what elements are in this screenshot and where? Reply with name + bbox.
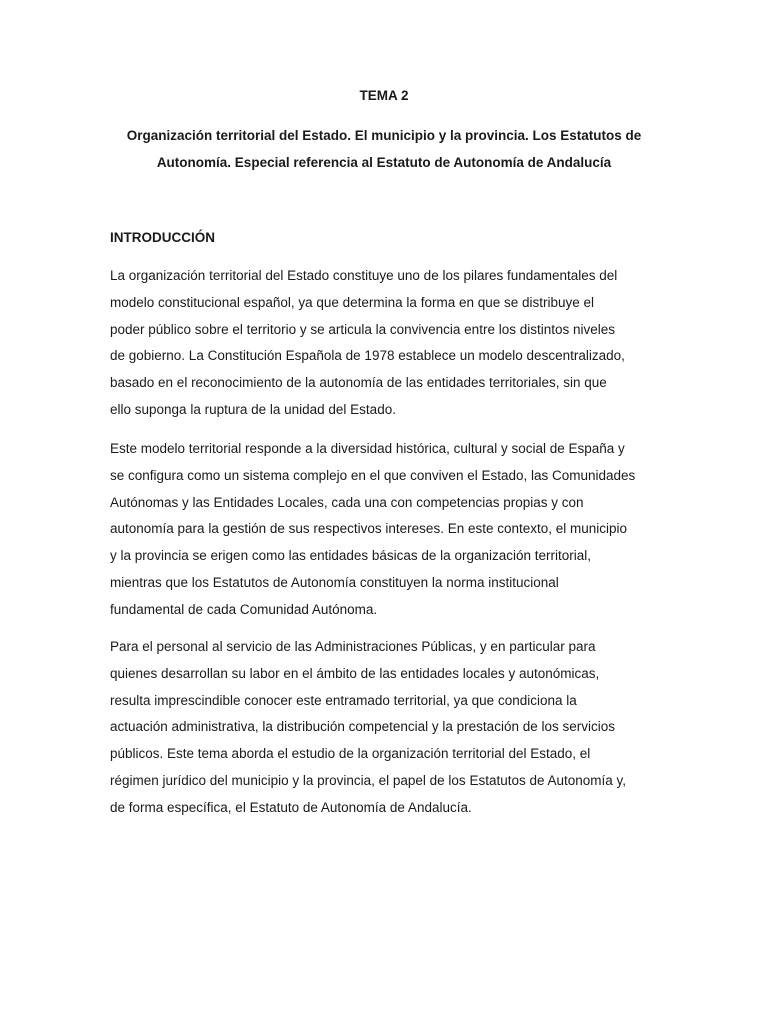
paragraph-line: Para el personal al servicio de las Administraciones Públicas, y en particular para xyxy=(110,639,596,654)
paragraph-2 xyxy=(110,436,662,624)
subtitle-line: Organización territorial del Estado. El municipio y la provincia. Los Estatutos de xyxy=(126,128,642,143)
paragraph-line: basado en el reconocimiento de la autonomía de las entidades territoriales, sin que xyxy=(110,375,607,391)
document-title: TEMA 2 xyxy=(359,88,409,103)
paragraph-line: Autónomas y las Entidades Locales, cada una con competencias propias y con xyxy=(110,494,584,510)
paragraph-line: Este modelo territorial responde a la diversidad histórica, cultural y social de España y xyxy=(110,441,625,456)
paragraph-line: públicos. Este tema aborda el estudio de la organización territorial del Estado, el xyxy=(110,746,591,762)
paragraph-line: régimen jurídico del municipio y la provincia, el papel de los Estatutos de Autonomía y, xyxy=(110,772,627,788)
paragraph-line: de forma específica, el Estatuto de Autonomía de Andalucía. xyxy=(110,799,472,815)
paragraph-3 xyxy=(110,634,662,822)
paragraph-line: autonomía para la gestión de sus respectivos intereses. En este contexto, el municipio xyxy=(110,521,628,537)
paragraph-line: mientras que los Estatutos de Autonomía constituyen la norma institucional xyxy=(110,574,559,590)
paragraph-line: La organización territorial del Estado constituye uno de los pilares fundamentales del xyxy=(110,268,618,283)
paragraph-line: actuación administrativa, la distribución competencial y la prestación de los servicios xyxy=(110,719,615,735)
paragraph-line: quienes desarrollan su labor en el ámbito de las entidades locales y autonómicas, xyxy=(110,665,600,681)
paragraph-line: se configura como un sistema complejo en el que conviven el Estado, las Comunidades xyxy=(110,467,636,483)
paragraph-line: resulta imprescindible conocer este entramado territorial, ya que condiciona la xyxy=(110,692,577,708)
paragraph-line: poder público sobre el territorio y se articula la convivencia entre los distintos niveles xyxy=(110,321,616,337)
document-subtitle xyxy=(110,122,658,176)
section-heading: INTRODUCCIÓN xyxy=(110,230,215,245)
paragraph-line: ello suponga la ruptura de la unidad del Estado. xyxy=(110,401,396,417)
paragraph-1 xyxy=(110,263,662,424)
paragraph-line: modelo constitucional español, ya que determina la forma en que se distribuye el xyxy=(110,294,595,310)
paragraph-line: fundamental de cada Comunidad Autónoma. xyxy=(110,601,378,617)
paragraph-line: de gobierno. La Constitución Española de 1978 establece un modelo descentralizado, xyxy=(110,348,625,364)
subtitle-line: Autonomía. Especial referencia al Estatuto de Autonomía de Andalucía xyxy=(156,155,612,170)
paragraph-line: y la provincia se erigen como las entidades básicas de la organización territorial, xyxy=(110,548,592,564)
